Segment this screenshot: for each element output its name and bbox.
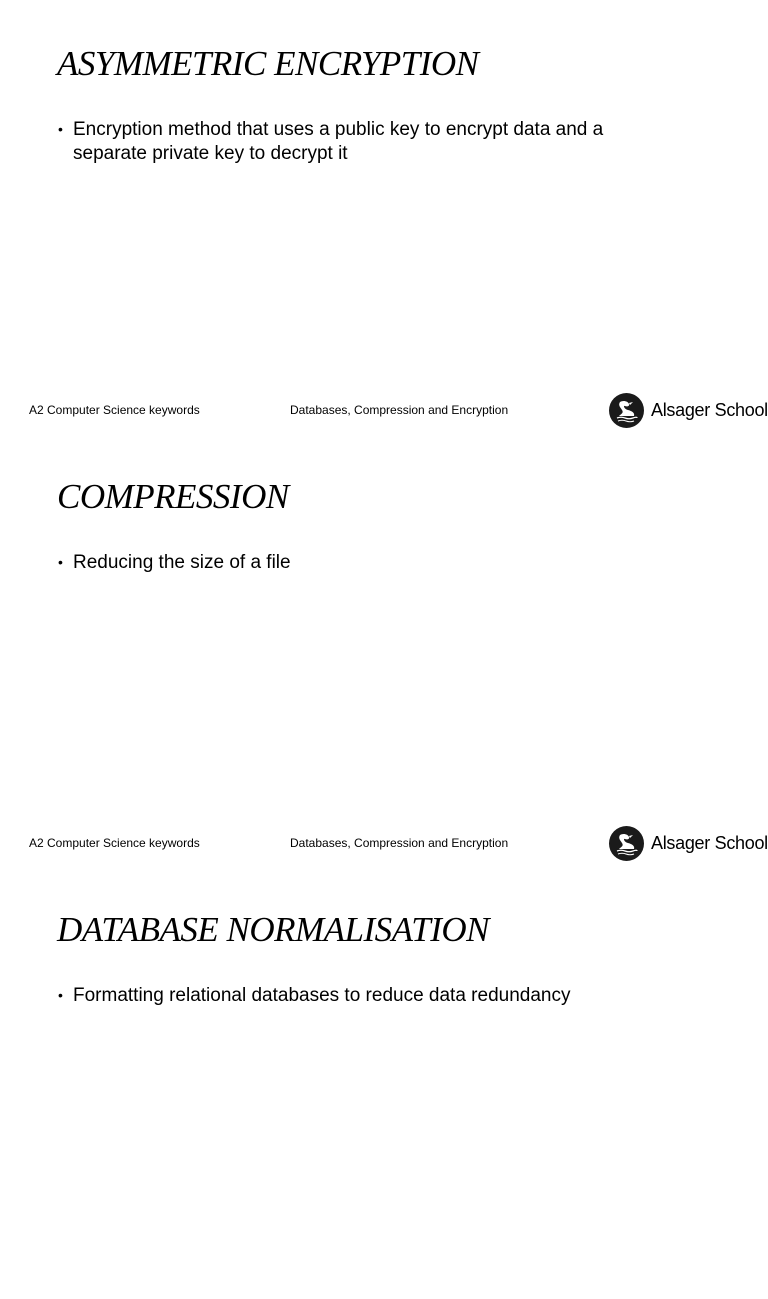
bullet-icon: • [58,554,63,570]
slide-database-normalisation [0,866,768,1299]
slide-title: DATABASE NORMALISATION [57,910,489,949]
footer-topic-label: Databases, Compression and Encryption [290,403,509,417]
bullet-text: Encryption method that uses a public key to encrypt data and a separate private key to decrypt it [73,119,604,164]
footer-course-label: A2 Computer Science keywords [29,403,200,417]
slide-footer [0,823,768,863]
slide-title: COMPRESSION [57,477,289,516]
bullet-list [57,118,677,166]
school-name: Alsager School [651,400,768,420]
bullet-icon: • [58,987,63,1003]
bullet-text: Formatting relational databases to reduce data redundancy [73,985,571,1006]
swan-emblem-icon [609,826,644,861]
school-logo [609,825,768,861]
school-name: Alsager School [651,833,768,853]
school-logo [609,392,768,428]
bullet-item [57,551,677,575]
bullet-list [57,551,677,575]
bullet-item [57,984,677,1008]
footer-course-label: A2 Computer Science keywords [29,836,200,850]
slide-compression [0,433,768,866]
slide-asymmetric-encryption [0,0,768,433]
bullet-text: Reducing the size of a file [73,552,291,573]
swan-emblem-icon [609,393,644,428]
bullet-icon: • [58,121,63,137]
bullet-item [57,118,677,166]
slide-title: ASYMMETRIC ENCRYPTION [57,44,479,83]
bullet-list [57,984,677,1008]
slide-footer [0,390,768,430]
footer-topic-label: Databases, Compression and Encryption [290,836,509,850]
